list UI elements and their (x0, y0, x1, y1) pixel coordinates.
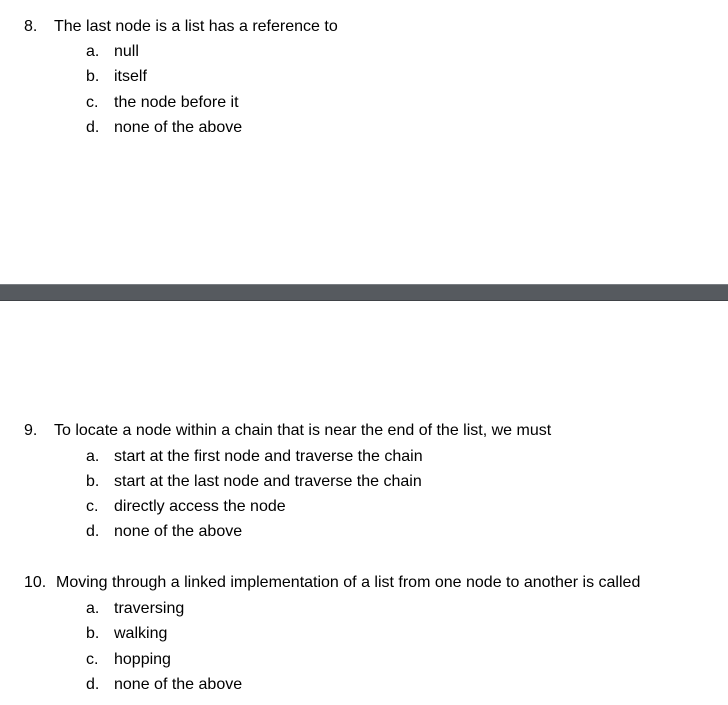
option-text: itself (114, 68, 147, 85)
question-number: 10. (24, 574, 47, 591)
option-c (86, 93, 239, 113)
question-10-stem (24, 573, 640, 593)
option-letter: b. (86, 625, 100, 642)
option-letter: a. (86, 600, 100, 617)
option-c (86, 650, 171, 670)
page-divider (0, 284, 728, 301)
option-letter: b. (86, 473, 100, 490)
option-a (86, 599, 184, 619)
option-b (86, 472, 422, 492)
option-b (86, 67, 147, 87)
option-text: directly access the node (114, 498, 286, 515)
option-a (86, 447, 423, 467)
question-text: Moving through a linked implementation of a list from one node to another is called (56, 574, 641, 591)
option-letter: b. (86, 68, 100, 85)
option-text: none of the above (114, 676, 243, 693)
option-letter: c. (86, 651, 99, 668)
option-text: the node before it (114, 94, 239, 111)
option-text: null (114, 43, 139, 60)
option-d (86, 675, 242, 695)
question-number: 8. (24, 18, 38, 35)
question-number: 9. (24, 422, 38, 439)
option-letter: a. (86, 43, 100, 60)
option-text: none of the above (114, 119, 243, 136)
question-text: The last node is a list has a reference to (54, 18, 338, 35)
option-d (86, 118, 242, 138)
option-letter: c. (86, 498, 99, 515)
option-text: hopping (114, 651, 171, 668)
option-letter: d. (86, 676, 100, 693)
option-letter: d. (86, 119, 100, 136)
option-text: start at the last node and traverse the chain (114, 473, 422, 490)
option-letter: c. (86, 94, 99, 111)
question-text: To locate a node within a chain that is near the end of the list, we must (54, 422, 552, 439)
option-text: traversing (114, 600, 185, 617)
option-a (86, 42, 139, 62)
option-letter: a. (86, 448, 100, 465)
question-9-stem (24, 421, 551, 441)
option-c (86, 497, 286, 517)
option-text: start at the first node and traverse the chain (114, 448, 423, 465)
option-text: walking (114, 625, 168, 642)
question-8-stem (24, 17, 338, 37)
option-b (86, 624, 167, 644)
option-text: none of the above (114, 523, 243, 540)
option-letter: d. (86, 523, 100, 540)
option-d (86, 522, 242, 542)
